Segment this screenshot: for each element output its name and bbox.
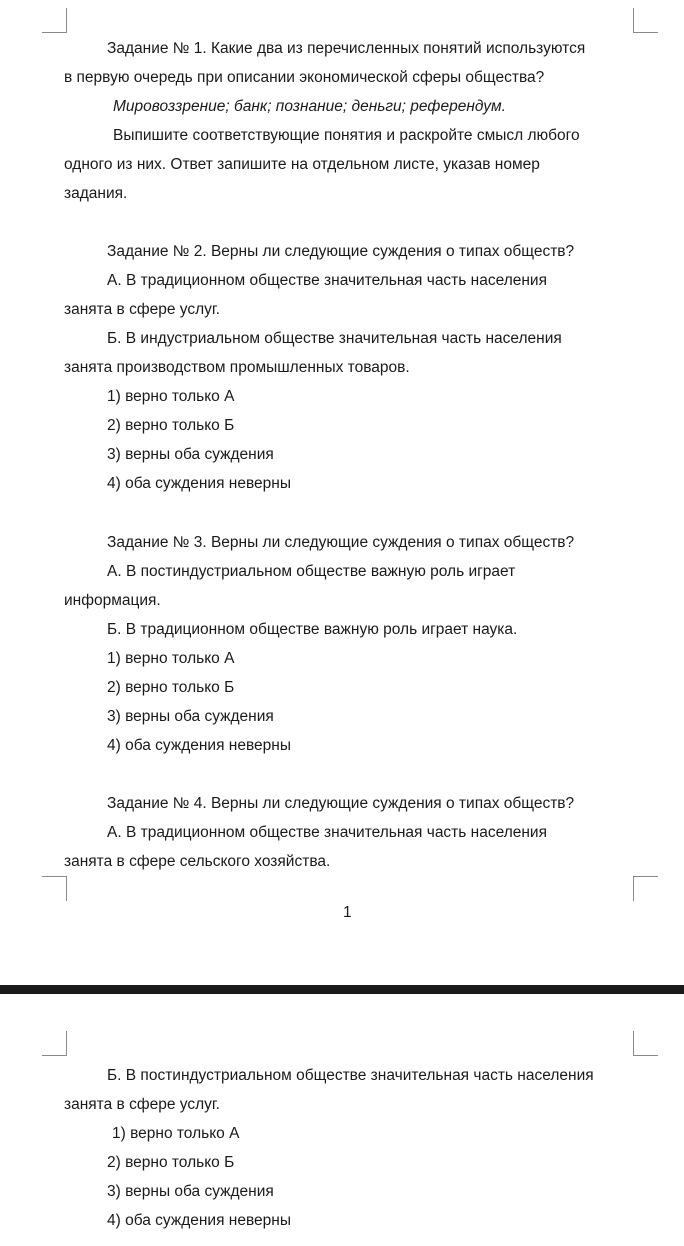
task4-answer-3: 3) верны оба суждения: [107, 1183, 274, 1200]
task4-statement-b-line1: Б. В постиндустриальном обществе значительная часть населения: [107, 1067, 594, 1084]
task3-statement-a-line2: информация.: [64, 592, 161, 609]
task3-answer-3: 3) верны оба суждения: [107, 708, 274, 725]
crop-mark-top-right: [633, 1031, 658, 1056]
task2-statement-a-line1: А. В традиционном обществе значительная часть населения: [107, 272, 547, 289]
task2-answer-1: 1) верно только А: [107, 388, 235, 405]
task2-answer-3: 3) верны оба суждения: [107, 446, 274, 463]
task1-instruction-line3: задания.: [64, 185, 128, 202]
task3-answer-2: 2) верно только Б: [107, 679, 235, 696]
task3-title: Задание № 3. Верны ли следующие суждения о типах обществ?: [107, 534, 575, 551]
task3-answer-1: 1) верно только А: [107, 650, 235, 667]
crop-mark-top-right: [633, 8, 658, 33]
task4-answer-4: 4) оба суждения неверны: [107, 1212, 291, 1229]
crop-mark-bottom-right: [633, 876, 658, 901]
task2-answer-4: 4) оба суждения неверны: [107, 475, 291, 492]
task2-title: Задание № 2. Верны ли следующие суждения о типах обществ?: [107, 243, 575, 260]
task4-answer-1: 1) верно только А: [112, 1125, 240, 1142]
document-page-2: [0, 994, 684, 1246]
task1-question-line1: Задание № 1. Какие два из перечисленных понятий используются: [107, 40, 586, 57]
crop-mark-top-left: [42, 8, 67, 33]
task2-statement-b-line1: Б. В индустриальном обществе значительная часть населения: [107, 330, 562, 347]
task4-statement-a-line2: занята в сфере сельского хозяйства.: [64, 853, 331, 870]
task1-instruction-line1: Выпишите соответствующие понятия и раскройте смысл любого: [113, 127, 580, 144]
task2-statement-b-line2: занята производством промышленных товаров.: [64, 359, 410, 376]
task3-statement-b: Б. В традиционном обществе важную роль играет наука.: [107, 621, 518, 638]
task1-instruction-line2: одного из них. Ответ запишите на отдельном листе, указав номер: [64, 156, 540, 173]
task2-statement-a-line2: занята в сфере услуг.: [64, 301, 220, 318]
task3-statement-a-line1: А. В постиндустриальном обществе важную роль играет: [107, 563, 516, 580]
task4-statement-b-line2: занята в сфере услуг.: [64, 1096, 220, 1113]
task1-question-line2: в первую очередь при описании экономической сферы общества?: [64, 69, 545, 86]
task3-answer-4: 4) оба суждения неверны: [107, 737, 291, 754]
task2-answer-2: 2) верно только Б: [107, 417, 235, 434]
task1-options: Мировоззрение; банк; познание; деньги; референдум.: [113, 98, 506, 115]
page-number: 1: [343, 904, 352, 921]
page-separator: [0, 985, 684, 994]
task4-statement-a-line1: А. В традиционном обществе значительная часть населения: [107, 824, 547, 841]
task4-title: Задание № 4. Верны ли следующие суждения о типах обществ?: [107, 795, 575, 812]
crop-mark-bottom-left: [42, 876, 67, 901]
crop-mark-top-left: [42, 1031, 67, 1056]
task4-answer-2: 2) верно только Б: [107, 1154, 235, 1171]
